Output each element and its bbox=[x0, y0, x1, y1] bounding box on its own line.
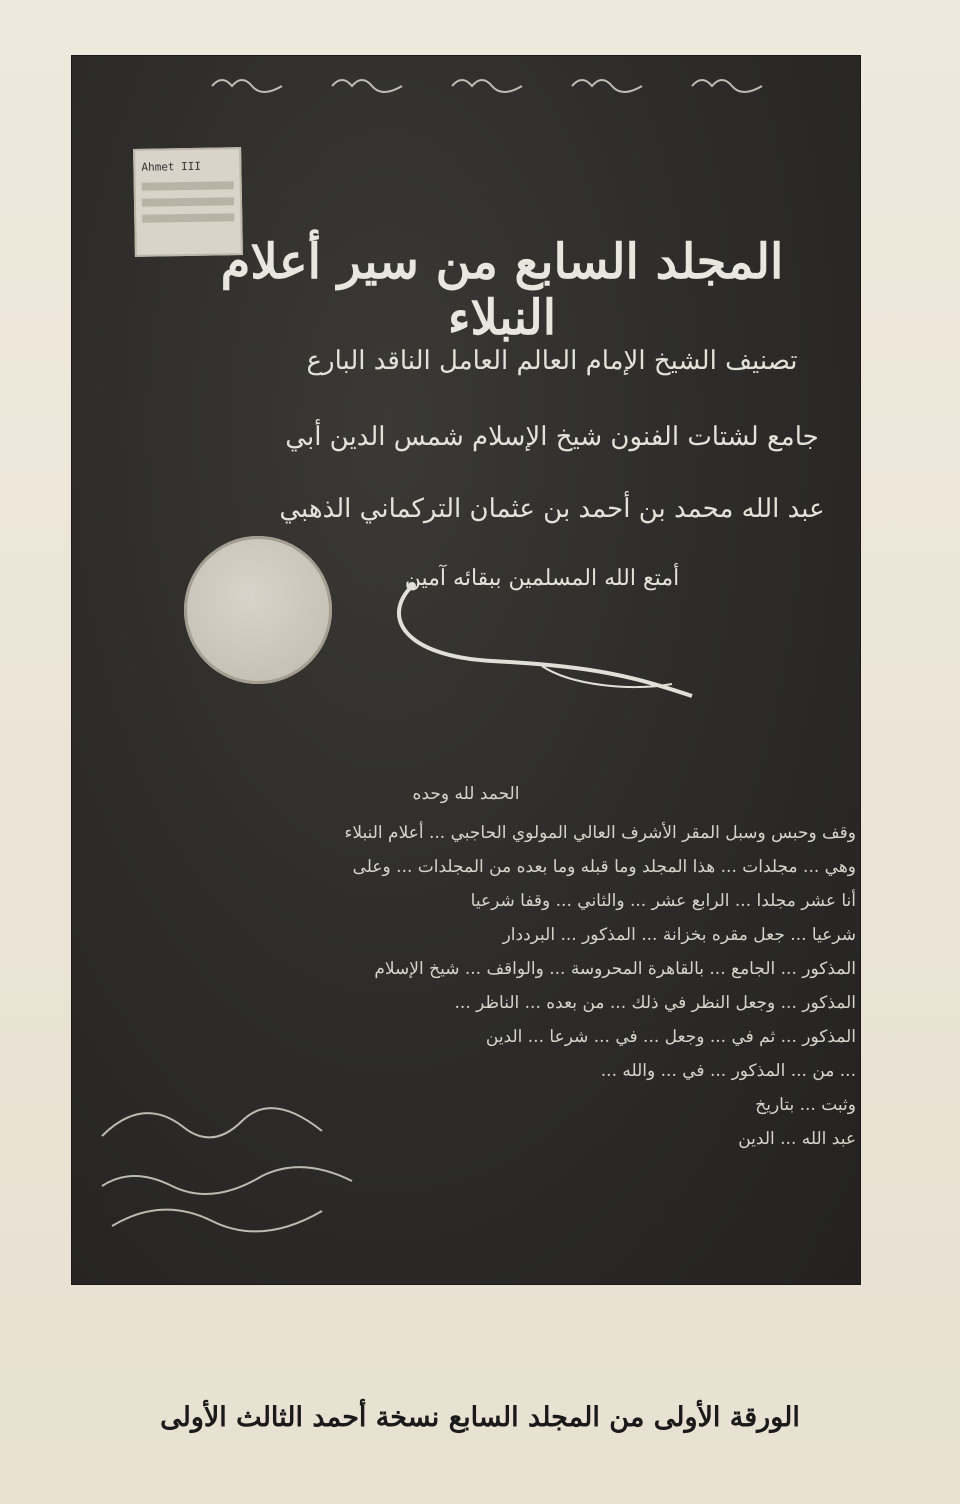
waqf-line: ... من ... المذكور ... في ... والله ... bbox=[600, 1061, 856, 1081]
manuscript-facsimile bbox=[72, 56, 860, 1284]
sticker-line bbox=[142, 213, 234, 223]
waqf-line: المذكور ... الجامع ... بالقاهرة المحروسة ... والواقف ... شيخ الإسلام bbox=[374, 959, 856, 979]
waqf-line: أنا عشر مجلدا ... الرابع عشر ... والثاني ... وقفا شرعيا bbox=[470, 891, 856, 911]
figure-caption: الورقة الأولى من المجلد السابع نسخة أحمد الثالث الأولى bbox=[160, 1402, 800, 1433]
waqf-line: وهي ... مجلدات ... هذا المجلد وما قبله وما بعده من المجلدات ... وعلى bbox=[352, 857, 856, 877]
waqf-line: وقف وحبس وسبل المقر الأشرف العالي المولوي الحاجبي ... أعلام النبلاء bbox=[344, 823, 856, 843]
seal-stamp bbox=[184, 536, 332, 684]
waqf-heading: الحمد لله وحده bbox=[412, 784, 520, 804]
waqf-line: المذكور ... ثم في ... وجعل ... في ... شرعا ... الدين bbox=[485, 1027, 856, 1047]
sticker-line bbox=[142, 197, 234, 207]
waqf-line: وثبت ... بتاريخ bbox=[755, 1095, 856, 1115]
waqf-line: المذكور ... وجعل النظر في ذلك ... من بعده ... الناظر ... bbox=[454, 993, 856, 1013]
waqf-text bbox=[80, 816, 856, 1156]
waqf-line: شرعيا ... جعل مقره بخزانة ... المذكور ... البرددار bbox=[502, 925, 856, 945]
sticker-label: Ahmet III bbox=[141, 159, 202, 174]
author-line-1: تصنيف الشيخ الإمام العالم العامل الناقد البارع bbox=[306, 346, 798, 376]
sticker-line bbox=[142, 181, 234, 191]
waqf-line: عبد الله ... الدين bbox=[738, 1129, 856, 1149]
manuscript-title: المجلد السابع من سير أعلام النبلاء bbox=[220, 234, 784, 346]
author-line-3: عبد الله محمد بن أحمد بن عثمان التركماني الذهبي bbox=[279, 494, 825, 524]
author-line-4: أمتع الله المسلمين ببقائه آمين bbox=[404, 566, 680, 591]
author-line-2: جامع لشتات الفنون شيخ الإسلام شمس الدين أبي bbox=[285, 422, 819, 452]
